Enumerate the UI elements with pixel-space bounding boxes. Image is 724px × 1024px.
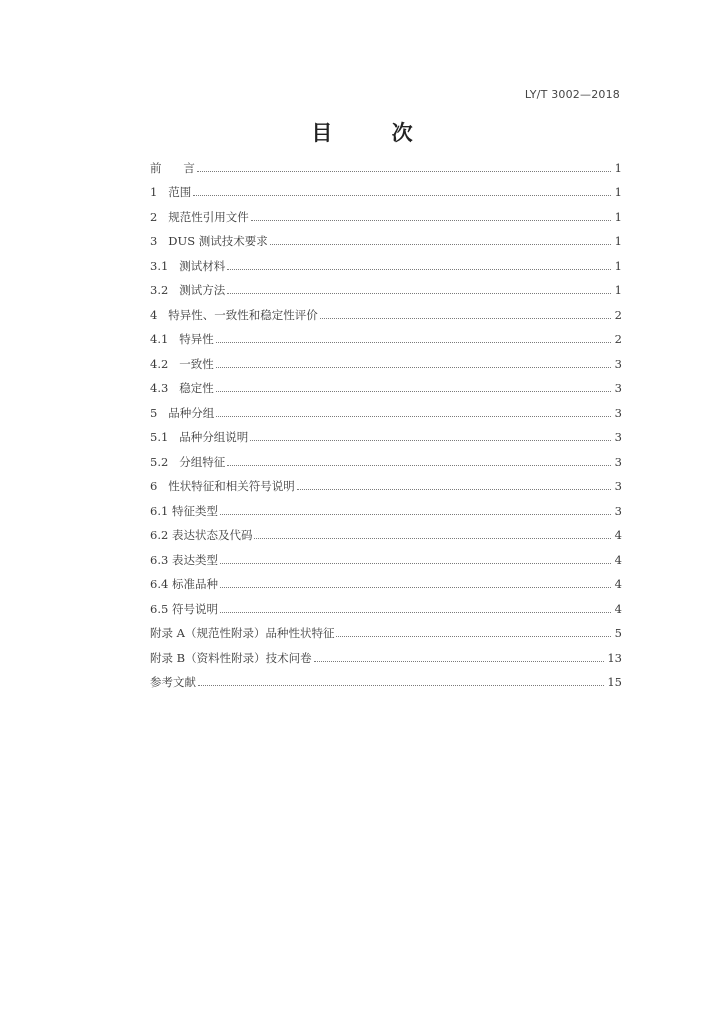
- toc-entry-number: 5.2: [150, 454, 180, 469]
- toc-entry-number: 4.2: [150, 356, 180, 371]
- toc-entry-label: 标准品种: [171, 577, 218, 591]
- toc-entry[interactable]: [150, 470, 622, 495]
- dot-leader: [336, 636, 611, 637]
- toc-entry[interactable]: [150, 617, 622, 642]
- dot-leader: [297, 489, 611, 490]
- toc-entry[interactable]: [150, 494, 622, 519]
- toc-entry-page: 2: [614, 332, 622, 346]
- toc-entry-number: 6.4: [150, 577, 172, 591]
- toc-entry-page: 4: [614, 577, 622, 591]
- toc-entry-number: 2: [150, 209, 169, 224]
- toc-entry-page: 3: [614, 503, 622, 518]
- toc-entry-page: 1: [614, 283, 622, 297]
- toc-entry-label: 规范性引用文件: [168, 209, 249, 224]
- toc-entry-label: 特异性: [179, 332, 214, 346]
- toc-entry-number: 6.2: [150, 528, 172, 542]
- dot-leader: [216, 367, 611, 368]
- toc-entry-page: 3: [614, 405, 622, 420]
- toc-entry-label: DUS 测试技术要求: [168, 234, 268, 248]
- dot-leader: [193, 195, 611, 196]
- dot-leader: [216, 391, 611, 392]
- toc-entry-page: 1: [614, 258, 622, 273]
- dot-leader: [314, 661, 605, 662]
- toc-entry[interactable]: [150, 323, 622, 348]
- toc-entry[interactable]: [150, 249, 622, 274]
- toc-entry-page: 15: [607, 675, 622, 689]
- toc-entry-number: 4.3: [150, 381, 180, 395]
- toc-entry[interactable]: [150, 274, 622, 299]
- dot-leader: [227, 269, 611, 270]
- toc-entry-number: 1: [150, 185, 169, 199]
- toc-entry[interactable]: [150, 347, 622, 372]
- dot-leader: [220, 563, 611, 564]
- dot-leader: [270, 244, 611, 245]
- toc-entry-label: 性状特征和相关符号说明: [168, 479, 295, 493]
- toc-entry-label: 特征类型: [171, 503, 218, 518]
- toc-entry-label: 表达状态及代码: [171, 528, 253, 542]
- dot-leader: [227, 465, 611, 466]
- toc-entry-page: 5: [614, 626, 622, 640]
- toc-entry-number: 3.2: [150, 283, 180, 297]
- toc-entry-page: 3: [614, 381, 622, 395]
- toc-entry-label: 附录 B（资料性附录）技术问卷: [150, 650, 312, 665]
- toc-entry-page: 1: [614, 209, 622, 224]
- toc-entry[interactable]: [150, 225, 622, 250]
- toc-entry[interactable]: [150, 421, 622, 446]
- dot-leader: [220, 587, 611, 588]
- dot-leader: [220, 514, 611, 515]
- toc-entry[interactable]: [150, 372, 622, 397]
- toc-entry-number: 3.1: [150, 258, 180, 273]
- toc-entry-label: 稳定性: [179, 381, 214, 395]
- toc-entry-page: 1: [614, 185, 622, 199]
- toc-entry-label: 附录 A（规范性附录）品种性状特征: [150, 626, 335, 640]
- toc-entry-number: 5: [150, 405, 169, 420]
- toc-entry-label: 测试方法: [179, 283, 226, 297]
- toc-entry-label: 表达类型: [171, 552, 218, 567]
- dot-leader: [251, 220, 611, 221]
- toc-entry-label: 范围: [168, 185, 192, 199]
- toc-entry[interactable]: [150, 200, 622, 225]
- dot-leader: [320, 318, 611, 319]
- toc-entry-number: 3: [150, 234, 169, 248]
- dot-leader: [227, 293, 611, 294]
- toc-entry[interactable]: [150, 445, 622, 470]
- toc-entry-page: 3: [614, 430, 622, 444]
- toc-entry-page: 2: [614, 307, 622, 322]
- toc-entry-number: 4.1: [150, 332, 180, 346]
- dot-leader: [197, 171, 611, 172]
- toc-entry[interactable]: [150, 176, 622, 201]
- toc-entry-number: 6.5: [150, 601, 172, 616]
- toc-entry-number: 6.3: [150, 552, 172, 567]
- toc-entry-label: 前 言: [150, 160, 195, 175]
- toc-entry-number: 6: [150, 479, 169, 493]
- toc-entry-label: 分组特征: [179, 454, 226, 469]
- dot-leader: [220, 612, 611, 613]
- standard-code: LY/T 3002—2018: [524, 88, 620, 101]
- toc-entry[interactable]: [150, 592, 622, 617]
- toc-entry[interactable]: [150, 298, 622, 323]
- toc-entry-label: 品种分组说明: [179, 430, 249, 444]
- toc-entry[interactable]: [150, 641, 622, 666]
- toc-entry-page: 1: [614, 160, 622, 175]
- toc-entry[interactable]: [150, 568, 622, 593]
- toc-entry-page: 3: [614, 356, 622, 371]
- toc-entry[interactable]: [150, 666, 622, 691]
- toc-entry[interactable]: [150, 519, 622, 544]
- toc-entry-label: 一致性: [179, 356, 214, 371]
- toc-entry-label: 特异性、一致性和稳定性评价: [168, 307, 318, 322]
- table-of-contents: [150, 151, 622, 690]
- dot-leader: [254, 538, 611, 539]
- toc-entry-page: 13: [607, 650, 622, 665]
- toc-entry-page: 1: [614, 234, 622, 248]
- toc-entry-page: 4: [614, 528, 622, 542]
- dot-leader: [216, 342, 611, 343]
- toc-entry-page: 4: [614, 601, 622, 616]
- toc-entry[interactable]: [150, 543, 622, 568]
- toc-entry[interactable]: [150, 396, 622, 421]
- dot-leader: [198, 685, 604, 686]
- toc-entry-label: 品种分组: [168, 405, 215, 420]
- toc-entry-number: 4: [150, 307, 169, 322]
- dot-leader: [216, 416, 611, 417]
- toc-entry-number: 6.1: [150, 503, 172, 518]
- toc-entry-page: 3: [614, 479, 622, 493]
- toc-entry-label: 测试材料: [179, 258, 226, 273]
- dot-leader: [250, 440, 611, 441]
- toc-entry[interactable]: [150, 151, 622, 176]
- toc-entry-label: 参考文献: [150, 675, 196, 689]
- toc-entry-page: 3: [614, 454, 622, 469]
- toc-entry-number: 5.1: [150, 430, 180, 444]
- page-title: 目 次: [311, 120, 439, 145]
- toc-entry-page: 4: [614, 552, 622, 567]
- toc-entry-label: 符号说明: [171, 601, 218, 616]
